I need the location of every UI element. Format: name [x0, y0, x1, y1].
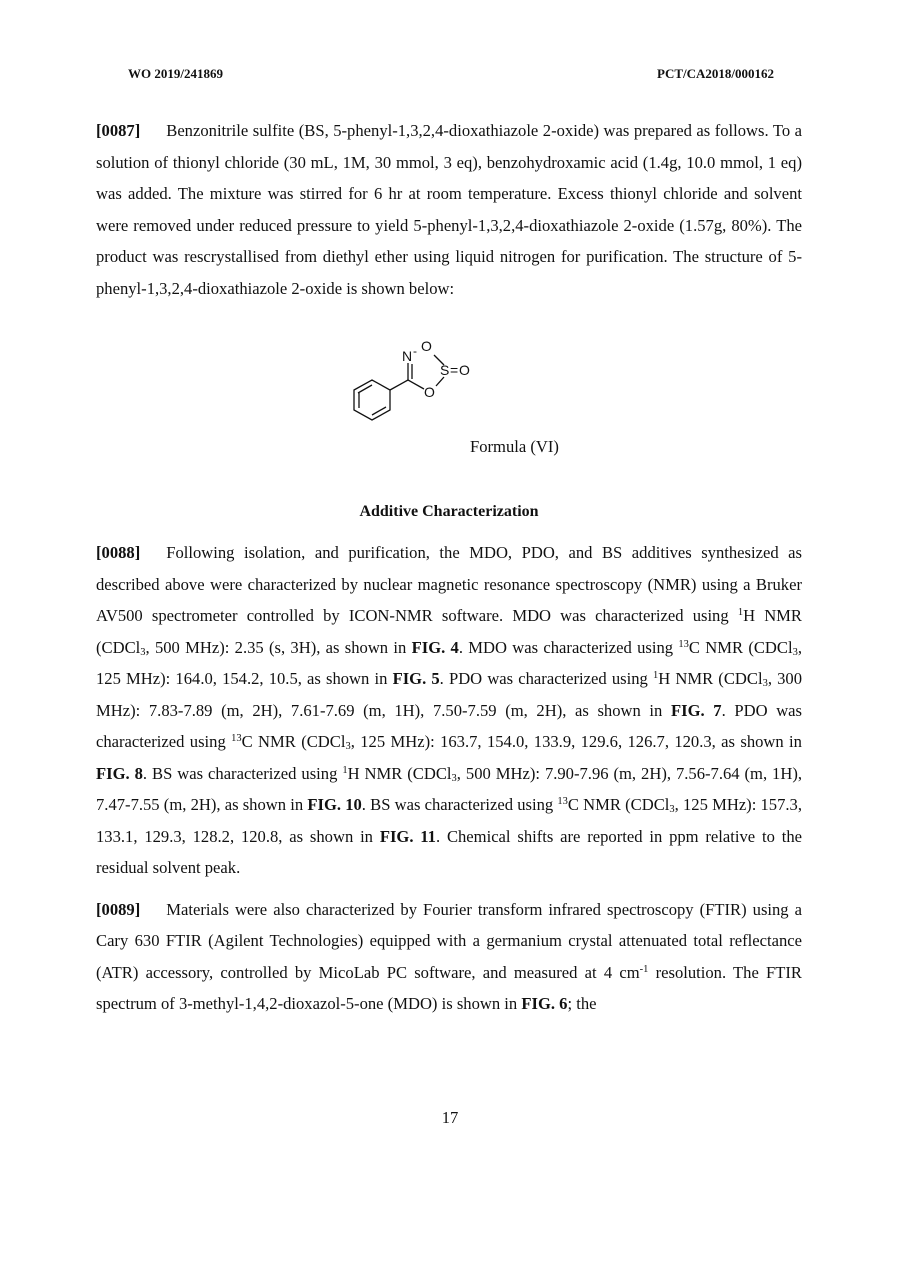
text-run: C NMR (CDCl: [688, 637, 793, 657]
paragraph-0089: [96, 894, 802, 1020]
subscript: 3: [140, 646, 146, 658]
superscript: 1: [342, 764, 348, 776]
text-run: . MDO was characterized using: [458, 637, 679, 657]
paragraph-0087: [96, 115, 802, 335]
paragraph-text: Benzonitrile sulfite (BS, 5-phenyl-1,3,2,4-dioxathiazole 2-oxide) was prepared as follows. To a solution of thionyl chloride (30 mL, 1M, 30 mmol, 3 eq), benzohydroxamic acid (1.4g, 10.0 mmol, 1 eq) was added. The mixture was stirred for 6 hr at room temperature. Excess thionyl chloride and solvent were removed under reduced pressure to yield 5-phenyl-1,3,2,4-dioxathiazole 2-oxide (1.57g, 80%). The product was rescrystallised from diethyl ether using liquid nitrogen for purification. The structure of 5-phenyl-1,3,2,4-dioxathiazole 2-oxide is shown below:: [96, 121, 802, 298]
subscript: 3: [669, 804, 675, 815]
page-number: 17: [441, 1108, 459, 1127]
section-heading: Additive Characterization: [359, 503, 539, 520]
double-bond-sign: =: [450, 362, 459, 378]
paragraph-number: [0087]: [96, 121, 141, 140]
text-run: . BS was characterized using: [361, 795, 558, 814]
text-run: C NMR (CDCl: [241, 732, 346, 751]
oxygen-atom-top: O: [421, 338, 432, 354]
page-body: [96, 115, 802, 1020]
superscript: 1: [737, 607, 744, 618]
text-run: resolution. The FTIR spectrum of 3-methyl-1,4,2-dioxazol-5-one (MDO) is shown in: [96, 962, 802, 1013]
sulfur-atom: S: [440, 362, 450, 378]
publication-number: WO 2019/241869: [128, 66, 223, 81]
text-run: . Chemical shifts are reported in ppm relative to the residual solvent peak.: [96, 826, 802, 877]
superscript: -1: [639, 963, 649, 975]
text-run: C NMR (CDCl: [567, 795, 670, 814]
text-run: H NMR (CDCl: [658, 669, 763, 688]
text-run: , 125 MHz): 164.0, 154.2, 10.5, as shown in: [96, 637, 802, 688]
oxygen-atom-bottom: O: [424, 384, 435, 400]
benzonitrile-sulfite-structure: [328, 335, 568, 445]
nitrogen-atom: N: [402, 348, 413, 364]
superscript: 1: [652, 670, 659, 681]
paragraph-0088: [96, 537, 802, 884]
text-run: . BS was characterized using: [142, 763, 343, 783]
text-run: H NMR (CDCl: [347, 763, 452, 783]
text-run: , 300 MHz): 7.83-7.89 (m, 2H), 7.61-7.69 (m, 1H), 7.50-7.59 (m, 2H), as shown in: [96, 669, 803, 720]
subscript: 3: [345, 741, 351, 752]
page-header: [0, 66, 900, 86]
formula-label: Formula (VI): [470, 437, 559, 456]
superscript: 13: [557, 796, 568, 807]
figure-reference: FIG. 11: [379, 826, 436, 846]
text-run: , 500 MHz): 7.90-7.96 (m, 2H), 7.56-7.64 (m, 1H), 7.47-7.55 (m, 2H), as shown in: [96, 763, 803, 814]
paragraph-number: [0089]: [96, 899, 141, 919]
subscript: 3: [762, 678, 768, 689]
figure-reference: FIG. 4: [411, 637, 459, 657]
text-run: , 500 MHz): 2.35 (s, 3H), as shown in: [145, 637, 412, 657]
text-run: . PDO was characterized using: [439, 669, 653, 688]
chemical-structure-figure: [96, 335, 802, 485]
figure-reference: FIG. 10: [307, 795, 362, 814]
subscript: 3: [451, 772, 457, 784]
figure-reference: FIG. 8: [96, 763, 143, 783]
application-number: PCT/CA2018/000162: [657, 66, 774, 81]
superscript: 13: [678, 638, 689, 650]
figure-reference: FIG. 6: [521, 994, 568, 1013]
text-run: H NMR (CDCl: [96, 606, 802, 657]
text-run: , 125 MHz): 157.3, 133.1, 129.3, 128.2, 120.8, as shown in: [96, 795, 802, 846]
subscript: 3: [792, 646, 798, 658]
figure-reference: FIG. 5: [392, 669, 440, 688]
dash-bond: -: [413, 344, 417, 358]
oxygen-atom-double: O: [459, 362, 470, 378]
paragraph-number: [0088]: [96, 543, 141, 562]
figure-reference: FIG. 7: [670, 700, 722, 720]
text-run: . PDO was characterized using: [96, 700, 802, 751]
text-run: Materials were also characterized by Fourier transform infrared spectroscopy (FTIR) using a Cary 630 FTIR (Agilent Technologies) equipped with a germanium crystal attenuated total reflectance (ATR) accessory, controlled by MicoLab PC software, and measured at 4 cm: [96, 899, 802, 982]
superscript: 13: [231, 733, 242, 744]
text-run: ; the: [567, 994, 597, 1013]
text-run: Following isolation, and purification, the MDO, PDO, and BS additives synthesized as described above were characterized by nuclear magnetic resonance spectroscopy (NMR) using a Bruker AV500 spectrometer controlled by ICON-NMR software. MDO was characterized using: [96, 543, 802, 625]
text-run: , 125 MHz): 163.7, 154.0, 133.9, 129.6, 126.7, 120.3, as shown in: [350, 732, 802, 751]
